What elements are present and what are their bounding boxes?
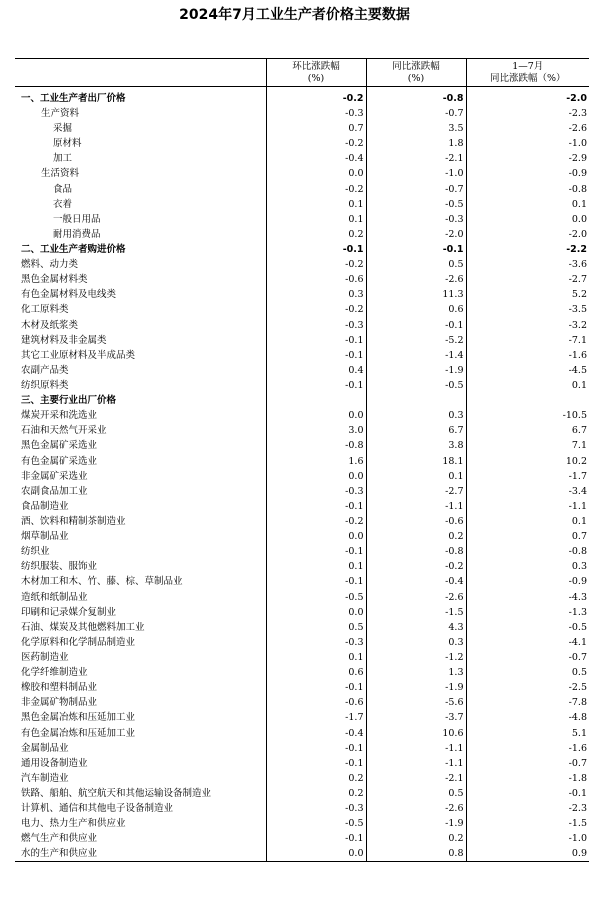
yoy-value: -0.1 [366,242,466,257]
row-label: 原材料 [53,138,82,150]
row-label: 燃料、动力类 [21,259,79,271]
yoy-value: -1.5 [366,605,466,620]
ytd-value: -4.8 [466,710,589,725]
yoy-value: -2.1 [366,771,466,786]
header-label-column [15,59,266,87]
table-row [15,544,589,559]
mom-value: 0.1 [266,197,366,212]
ytd-value: -0.1 [466,786,589,801]
yoy-value: -0.1 [366,318,466,333]
yoy-value: 0.6 [366,302,466,317]
row-label: 水的生产和供应业 [15,846,266,862]
table-row [15,559,589,574]
row-label: 有色金属矿采选业 [21,455,98,467]
yoy-value: -1.1 [366,756,466,771]
row-label: 黑色金属材料类 [21,274,88,286]
mom-value: -0.2 [266,87,366,107]
yoy-value: -2.6 [366,590,466,605]
mom-value: 0.4 [266,363,366,378]
table-row [15,529,589,544]
header-mom [266,59,366,87]
table-row [15,302,589,317]
row-label: 纺织服装、服饰业 [21,561,98,573]
table-row [15,756,589,771]
mom-value: -0.6 [266,272,366,287]
yoy-value: 0.8 [366,846,466,862]
mom-value: -0.1 [266,499,366,514]
ytd-value: -1.6 [466,741,589,756]
table-row [15,408,589,423]
table-row [15,741,589,756]
ytd-value: -0.5 [466,620,589,635]
yoy-value: -2.0 [366,227,466,242]
row-label: 食品 [53,183,73,195]
row-label: 采掘 [53,123,73,135]
ytd-value: -3.2 [466,318,589,333]
ytd-value: 0.1 [466,197,589,212]
table-row [15,227,589,242]
yoy-value: -0.3 [366,212,466,227]
ytd-value: 0.7 [466,529,589,544]
yoy-value: -2.1 [366,151,466,166]
mom-value: -0.2 [266,302,366,317]
table-row [15,620,589,635]
table-row [15,136,589,151]
yoy-value: -1.2 [366,650,466,665]
row-label: 印刷和记录媒介复制业 [21,606,117,618]
row-label: 衣着 [53,198,73,210]
row-label: 食品制造业 [21,500,69,512]
mom-value: -0.3 [266,106,366,121]
yoy-value: 0.3 [366,408,466,423]
ytd-value: 10.2 [466,454,589,469]
ytd-value: -0.8 [466,544,589,559]
mom-value: 0.7 [266,121,366,136]
table-row [15,121,589,136]
row-label: 木材加工和木、竹、藤、棕、草制品业 [21,576,183,588]
yoy-value: -1.4 [366,348,466,363]
ytd-value: -7.1 [466,333,589,348]
row-label: 铁路、船舶、航空航天和其他运输设备制造业 [21,787,212,799]
row-label: 黑色金属冶炼和压延加工业 [21,712,136,724]
row-label: 汽车制造业 [21,772,69,784]
yoy-value: 0.5 [366,786,466,801]
row-label: 黑色金属矿采选业 [21,440,98,452]
table-row [15,695,589,710]
header-yoy-line2: (%) [407,72,425,84]
ytd-value: -4.3 [466,590,589,605]
ytd-value: -1.7 [466,469,589,484]
row-label: 化学纤维制造业 [21,667,88,679]
row-label: 有色金属材料及电线类 [21,289,117,301]
header-yoy [366,59,466,87]
header-yoy-line1: 同比涨跌幅 [392,60,440,72]
row-label: 二、工业生产者购进价格 [21,244,126,256]
row-label: 农副产品类 [21,364,69,376]
yoy-value: -0.7 [366,106,466,121]
ytd-value: -4.1 [466,635,589,650]
table-row [15,197,589,212]
table-row [15,725,589,740]
table-row [15,318,589,333]
row-label: 耐用消费品 [53,228,101,240]
row-label: 非金属矿物制品业 [21,697,98,709]
mom-value: -0.1 [266,333,366,348]
table-row [15,605,589,620]
ytd-value: -0.9 [466,166,589,181]
table-row [15,151,589,166]
mom-value: -0.1 [266,348,366,363]
mom-value: -0.1 [266,544,366,559]
row-label: 电力、热力生产和供应业 [21,818,126,830]
table-row [15,182,589,197]
mom-value: 0.0 [266,469,366,484]
mom-value: -0.3 [266,635,366,650]
table-row [15,650,589,665]
ytd-value: 0.3 [466,559,589,574]
row-label: 其它工业原材料及半成品类 [21,349,136,361]
yoy-value: 0.2 [366,831,466,846]
mom-value: -0.8 [266,438,366,453]
table-row [15,665,589,680]
table-row [15,378,589,393]
table-row [15,363,589,378]
mom-value: -0.1 [266,574,366,589]
table-row [15,212,589,227]
ytd-value: -4.5 [466,363,589,378]
table-row [15,846,589,862]
mom-value: 0.0 [266,605,366,620]
ytd-value: -1.8 [466,771,589,786]
mom-value: 0.1 [266,212,366,227]
table-row [15,801,589,816]
price-data-table [15,58,589,862]
section-row [15,242,589,257]
yoy-value: 11.3 [366,287,466,302]
table-row [15,771,589,786]
yoy-value: -0.8 [366,87,466,107]
table-row [15,438,589,453]
mom-value: 0.2 [266,786,366,801]
row-label: 纺织业 [21,546,50,558]
mom-value: 0.1 [266,650,366,665]
mom-value: 0.0 [266,529,366,544]
ytd-value: -2.3 [466,106,589,121]
ytd-value: -0.9 [466,574,589,589]
table-row [15,484,589,499]
yoy-value: -1.9 [366,363,466,378]
table-row [15,348,589,363]
ytd-value: -0.8 [466,182,589,197]
table-row [15,831,589,846]
yoy-value: 3.5 [366,121,466,136]
ytd-value: -1.0 [466,831,589,846]
yoy-value: -1.1 [366,741,466,756]
section-row [15,393,589,408]
ytd-value: -7.8 [466,695,589,710]
yoy-value: -2.7 [366,484,466,499]
ytd-value: -1.6 [466,348,589,363]
ytd-value: -2.6 [466,121,589,136]
yoy-value: 0.5 [366,257,466,272]
row-label: 金属制品业 [21,742,69,754]
ytd-value: -1.3 [466,605,589,620]
mom-value: -0.3 [266,801,366,816]
mom-value: 0.0 [266,166,366,181]
yoy-value: -5.2 [366,333,466,348]
mom-value: -0.2 [266,136,366,151]
ytd-value: 7.1 [466,438,589,453]
table-row [15,786,589,801]
mom-value: -0.1 [266,831,366,846]
mom-value: 1.6 [266,454,366,469]
ytd-value: -3.5 [466,302,589,317]
yoy-value: -0.6 [366,514,466,529]
table-row [15,816,589,831]
ytd-value: 6.7 [466,423,589,438]
ytd-value: 0.5 [466,665,589,680]
yoy-value: -0.7 [366,182,466,197]
mom-value: -0.3 [266,484,366,499]
yoy-value: 0.1 [366,469,466,484]
table-row [15,166,589,181]
row-label: 生活资料 [41,168,80,180]
row-label: 化学原料和化学制品制造业 [21,636,136,648]
ytd-value: -3.6 [466,257,589,272]
table-body [15,87,589,862]
ytd-value: -2.3 [466,801,589,816]
table-row [15,710,589,725]
mom-value: -0.4 [266,151,366,166]
mom-value: -0.2 [266,257,366,272]
ytd-value: -3.4 [466,484,589,499]
table-row [15,635,589,650]
yoy-value: 1.3 [366,665,466,680]
mom-value: -0.1 [266,756,366,771]
header-mom-line2: (%) [307,72,325,84]
yoy-value: -0.4 [366,574,466,589]
mom-value: 0.5 [266,620,366,635]
table-row [15,680,589,695]
header-ytd-line1: 1—7月 [512,60,544,72]
row-label: 石油、煤炭及其他燃料加工业 [21,621,145,633]
table-row [15,469,589,484]
table-header [15,59,589,87]
mom-value: -0.1 [266,680,366,695]
row-label: 生产资料 [41,108,80,120]
row-label: 石油和天然气开采业 [21,425,107,437]
table-row [15,514,589,529]
table-row [15,333,589,348]
yoy-value: 6.7 [366,423,466,438]
mom-value: 3.0 [266,423,366,438]
yoy-value: 0.3 [366,635,466,650]
mom-value [266,393,366,408]
mom-value: -0.1 [266,242,366,257]
yoy-value: -2.6 [366,272,466,287]
row-label: 通用设备制造业 [21,757,88,769]
yoy-value: -3.7 [366,710,466,725]
header-ytd-line2: 同比涨跌幅（%） [489,72,566,84]
row-label: 建筑材料及非金属类 [21,334,107,346]
yoy-value: 0.2 [366,529,466,544]
yoy-value: -0.5 [366,378,466,393]
header-mom-line1: 环比涨跌幅 [292,60,340,72]
ytd-value: 0.9 [466,846,589,862]
row-label: 有色金属冶炼和压延加工业 [21,727,136,739]
mom-value: -0.2 [266,514,366,529]
section-row [15,87,589,107]
row-label: 化工原料类 [21,304,69,316]
mom-value: 0.0 [266,408,366,423]
row-label: 非金属矿采选业 [21,470,88,482]
yoy-value [366,393,466,408]
yoy-value: -1.9 [366,816,466,831]
table-row [15,590,589,605]
mom-value: 0.0 [266,846,366,862]
row-label: 纺织原料类 [21,380,69,392]
table-row [15,106,589,121]
ytd-value: -2.2 [466,242,589,257]
mom-value: -0.1 [266,378,366,393]
row-label: 农副食品加工业 [21,485,88,497]
table-row [15,257,589,272]
yoy-value: -0.2 [366,559,466,574]
yoy-value: -1.9 [366,680,466,695]
ytd-value: 5.1 [466,725,589,740]
row-label: 医药制造业 [21,651,69,663]
mom-value: -0.3 [266,318,366,333]
yoy-value: -0.5 [366,197,466,212]
ytd-value: -1.0 [466,136,589,151]
mom-value: 0.2 [266,227,366,242]
mom-value: -0.6 [266,695,366,710]
table-row [15,287,589,302]
page-title: 2024年7月工业生产者价格主要数据 [179,7,410,23]
ytd-value: -2.7 [466,272,589,287]
ytd-value: -2.9 [466,151,589,166]
mom-value: 0.3 [266,287,366,302]
row-label: 橡胶和塑料制品业 [21,682,98,694]
row-label: 煤炭开采和洗选业 [21,410,98,422]
ytd-value: -1.1 [466,499,589,514]
mom-value: -0.1 [266,741,366,756]
table-row [15,272,589,287]
yoy-value: -1.0 [366,166,466,181]
row-label: 酒、饮料和精制茶制造业 [21,516,126,527]
ytd-value: 5.2 [466,287,589,302]
ytd-value: -0.7 [466,650,589,665]
yoy-value: 10.6 [366,725,466,740]
yoy-value: 4.3 [366,620,466,635]
mom-value: 0.6 [266,665,366,680]
ytd-value: -2.5 [466,680,589,695]
row-label: 加工 [53,153,73,165]
ytd-value: -10.5 [466,408,589,423]
yoy-value: 1.8 [366,136,466,151]
row-label: 三、主要行业出厂价格 [21,395,117,407]
ytd-value: 0.1 [466,378,589,393]
ytd-value [466,393,589,408]
ytd-value: 0.1 [466,514,589,529]
ytd-value: -0.7 [466,756,589,771]
ytd-value: -2.0 [466,227,589,242]
mom-value: -0.5 [266,590,366,605]
yoy-value: 18.1 [366,454,466,469]
yoy-value: 3.8 [366,438,466,453]
ytd-value: -1.5 [466,816,589,831]
row-label: 燃气生产和供应业 [21,833,98,845]
table-row [15,423,589,438]
row-label: 一般日用品 [53,213,101,225]
yoy-value: -2.6 [366,801,466,816]
mom-value: 0.2 [266,771,366,786]
table-row [15,454,589,469]
mom-value: 0.1 [266,559,366,574]
row-label: 计算机、通信和其他电子设备制造业 [21,803,174,815]
mom-value: -0.2 [266,182,366,197]
row-label: 木材及纸浆类 [21,319,79,331]
mom-value: -1.7 [266,710,366,725]
yoy-value: -1.1 [366,499,466,514]
ytd-value: -2.0 [466,87,589,107]
table-row [15,499,589,514]
row-label: 一、工业生产者出厂价格 [21,93,126,104]
header-ytd [466,59,589,87]
row-label: 烟草制品业 [21,531,69,543]
ytd-value: 0.0 [466,212,589,227]
mom-value: -0.4 [266,725,366,740]
table-row [15,574,589,589]
mom-value: -0.5 [266,816,366,831]
yoy-value: -5.6 [366,695,466,710]
yoy-value: -0.8 [366,544,466,559]
row-label: 造纸和纸制品业 [21,591,88,603]
